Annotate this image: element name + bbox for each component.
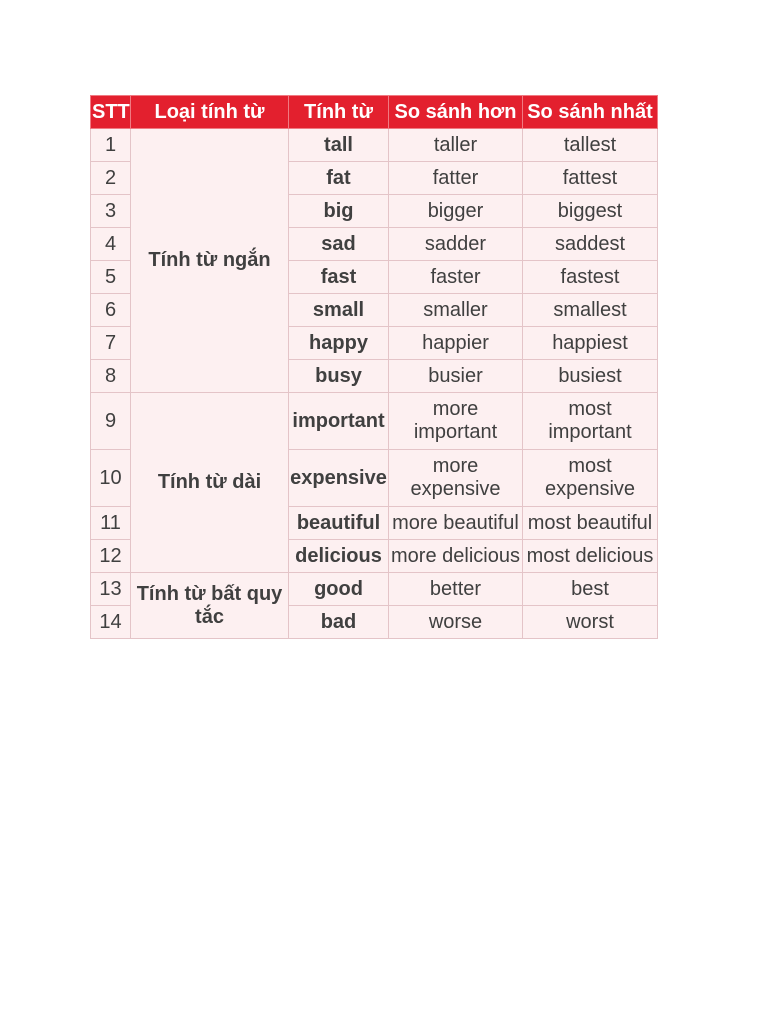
header-adjective: Tính từ <box>289 96 389 129</box>
header-adjective-type: Loại tính từ <box>131 96 289 129</box>
header-comparative: So sánh hơn <box>389 96 523 129</box>
adjective-cell: expensive <box>289 450 389 507</box>
superlative-cell: smallest <box>523 294 658 327</box>
adjective-cell: delicious <box>289 540 389 573</box>
adjective-cell: fat <box>289 162 389 195</box>
adjective-cell: big <box>289 195 389 228</box>
adjective-cell: busy <box>289 360 389 393</box>
stt-cell: 1 <box>91 129 131 162</box>
comparative-cell: taller <box>389 129 523 162</box>
superlative-cell: happiest <box>523 327 658 360</box>
stt-cell: 2 <box>91 162 131 195</box>
stt-cell: 4 <box>91 228 131 261</box>
superlative-cell: most delicious <box>523 540 658 573</box>
comparative-cell: sadder <box>389 228 523 261</box>
comparative-cell: fatter <box>389 162 523 195</box>
comparative-cell: bigger <box>389 195 523 228</box>
superlative-cell: most expensive <box>523 450 658 507</box>
stt-cell: 9 <box>91 393 131 450</box>
header-superlative: So sánh nhất <box>523 96 658 129</box>
superlative-cell: tallest <box>523 129 658 162</box>
comparative-cell: happier <box>389 327 523 360</box>
adjective-cell: beautiful <box>289 507 389 540</box>
superlative-cell: best <box>523 573 658 606</box>
stt-cell: 8 <box>91 360 131 393</box>
adjective-cell: good <box>289 573 389 606</box>
table-row <box>91 393 658 450</box>
stt-cell: 7 <box>91 327 131 360</box>
superlative-cell: worst <box>523 606 658 639</box>
stt-cell: 14 <box>91 606 131 639</box>
superlative-cell: biggest <box>523 195 658 228</box>
stt-cell: 3 <box>91 195 131 228</box>
table-row <box>91 129 658 162</box>
adjective-cell: sad <box>289 228 389 261</box>
comparative-cell: more beautiful <box>389 507 523 540</box>
stt-cell: 10 <box>91 450 131 507</box>
stt-cell: 12 <box>91 540 131 573</box>
superlative-cell: saddest <box>523 228 658 261</box>
adjective-type-cell: Tính từ ngắn <box>131 129 289 393</box>
superlative-cell: busiest <box>523 360 658 393</box>
stt-cell: 5 <box>91 261 131 294</box>
adjective-type-cell: Tính từ dài <box>131 393 289 573</box>
superlative-cell: fastest <box>523 261 658 294</box>
comparative-cell: more expensive <box>389 450 523 507</box>
comparative-cell: busier <box>389 360 523 393</box>
comparative-cell: more important <box>389 393 523 450</box>
adjective-cell: tall <box>289 129 389 162</box>
adjective-cell: fast <box>289 261 389 294</box>
adjective-cell: bad <box>289 606 389 639</box>
superlative-cell: most beautiful <box>523 507 658 540</box>
table-header-row <box>91 96 658 129</box>
adjective-cell: happy <box>289 327 389 360</box>
superlative-cell: fattest <box>523 162 658 195</box>
comparative-cell: better <box>389 573 523 606</box>
header-stt: STT <box>91 96 131 129</box>
comparative-cell: worse <box>389 606 523 639</box>
stt-cell: 13 <box>91 573 131 606</box>
comparative-cell: faster <box>389 261 523 294</box>
comparative-cell: smaller <box>389 294 523 327</box>
adjective-cell: small <box>289 294 389 327</box>
adjective-comparison-table <box>90 95 658 639</box>
stt-cell: 6 <box>91 294 131 327</box>
stt-cell: 11 <box>91 507 131 540</box>
adjective-cell: important <box>289 393 389 450</box>
table-row <box>91 573 658 606</box>
adjective-type-cell: Tính từ bất quy tắc <box>131 573 289 639</box>
superlative-cell: most important <box>523 393 658 450</box>
comparative-cell: more delicious <box>389 540 523 573</box>
